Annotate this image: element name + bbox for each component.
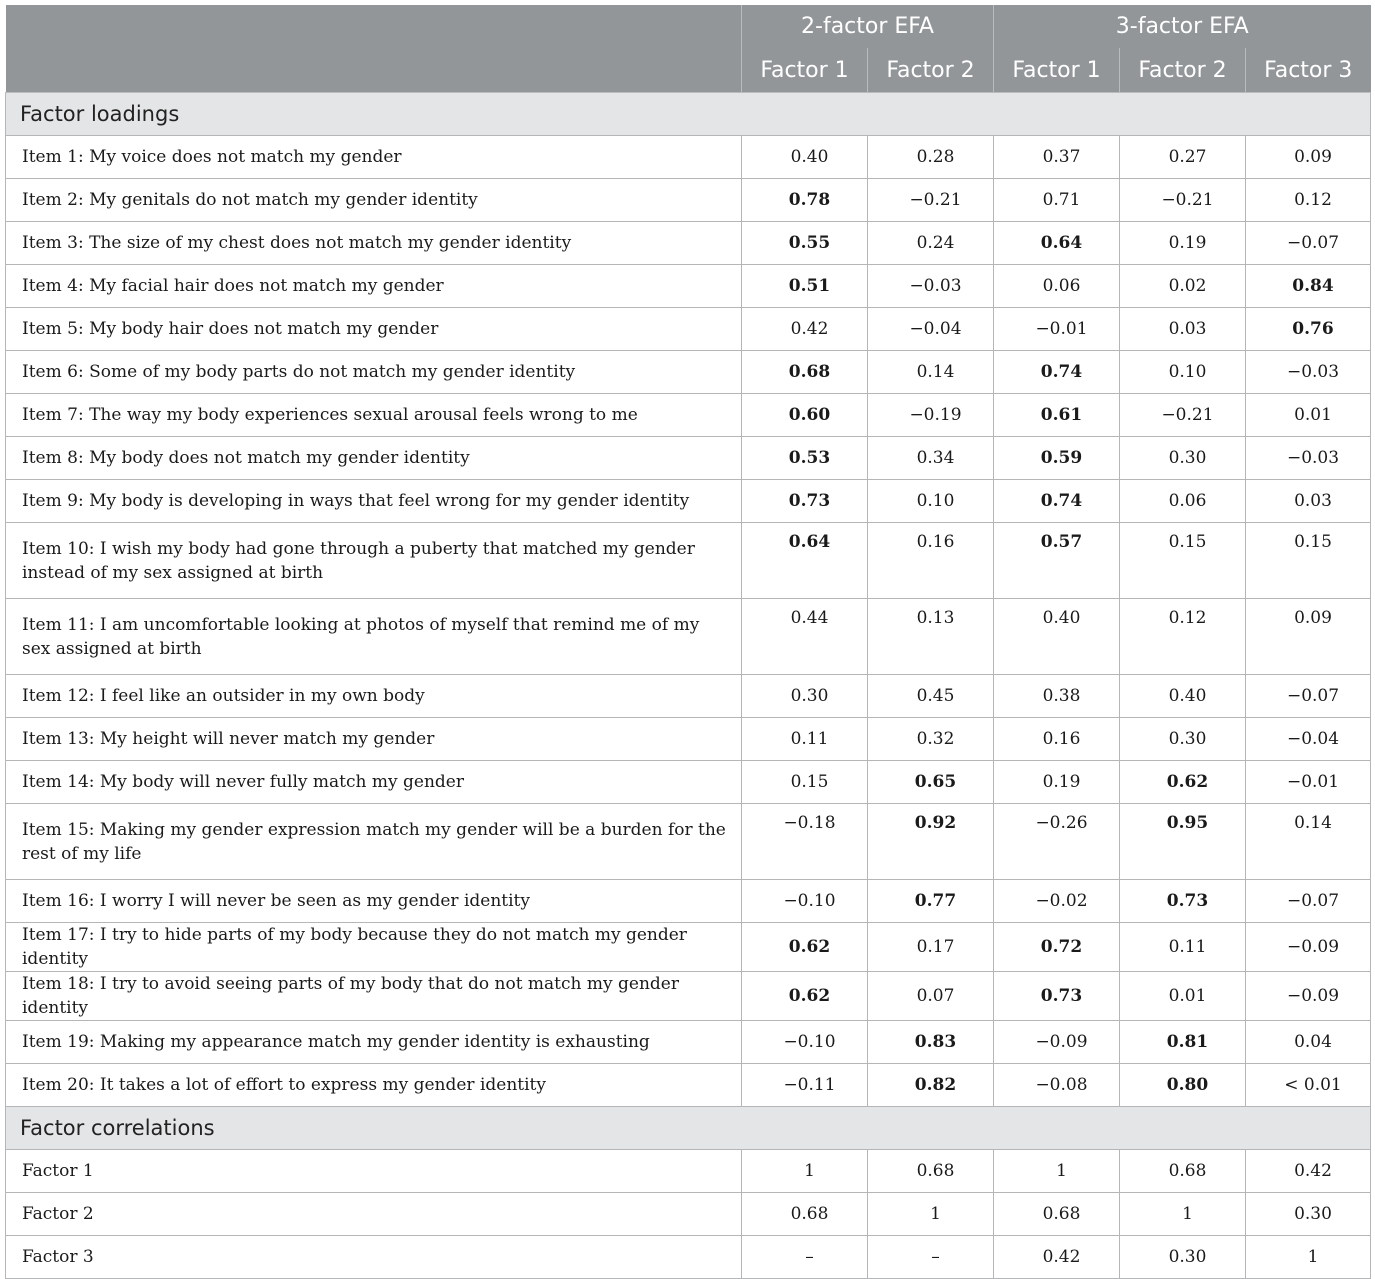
row-label: Item 15: Making my gender expression match my gender will be a burden for the rest of my life [6, 804, 742, 880]
section-title-loadings: Factor loadings [6, 93, 1371, 136]
header-col-2f-factor-1: Factor 1 [742, 48, 868, 93]
efa-table [5, 5, 1371, 1279]
cell-value: 0.72 [994, 923, 1120, 972]
cell-value: 0.03 [1120, 308, 1246, 351]
section-row-correlations [6, 1107, 1371, 1150]
cell-value: −0.03 [1246, 351, 1371, 394]
cell-value: 0.74 [994, 351, 1120, 394]
loading-row-item-1 [6, 136, 1371, 179]
row-label: Item 8: My body does not match my gender identity [6, 437, 742, 480]
cell-value: 0.12 [1120, 599, 1246, 675]
cell-value: 0.14 [868, 351, 994, 394]
row-label: Item 12: I feel like an outsider in my own body [6, 675, 742, 718]
row-label: Item 14: My body will never fully match my gender [6, 761, 742, 804]
cell-value: −0.10 [742, 1021, 868, 1064]
cell-value: 0.80 [1120, 1064, 1246, 1107]
row-label: Item 1: My voice does not match my gender [6, 136, 742, 179]
cell-value: 0.30 [1246, 1193, 1371, 1236]
cell-value: 0.55 [742, 222, 868, 265]
row-label: Item 4: My facial hair does not match my gender [6, 265, 742, 308]
cell-value: −0.07 [1246, 222, 1371, 265]
row-label: Item 10: I wish my body had gone through a puberty that matched my gender instead of my sex assigned at birth [6, 523, 742, 599]
cell-value: 0.78 [742, 179, 868, 222]
cell-value: 0.30 [1120, 437, 1246, 480]
cell-value: 0.13 [868, 599, 994, 675]
cell-value: 0.44 [742, 599, 868, 675]
cell-value: 0.73 [994, 972, 1120, 1021]
cell-value: −0.26 [994, 804, 1120, 880]
section-row-loadings [6, 93, 1371, 136]
cell-value: 0.24 [868, 222, 994, 265]
cell-value: 0.68 [742, 1193, 868, 1236]
cell-value: 0.02 [1120, 265, 1246, 308]
cell-value: 1 [1246, 1236, 1371, 1279]
cell-value: 0.45 [868, 675, 994, 718]
row-label: Item 16: I worry I will never be seen as my gender identity [6, 880, 742, 923]
correlation-row-factor-2 [6, 1193, 1371, 1236]
cell-value: 0.71 [994, 179, 1120, 222]
cell-value: −0.19 [868, 394, 994, 437]
row-label: Item 9: My body is developing in ways that feel wrong for my gender identity [6, 480, 742, 523]
row-label: Item 2: My genitals do not match my gender identity [6, 179, 742, 222]
cell-value: 0.28 [868, 136, 994, 179]
cell-value: 0.62 [1120, 761, 1246, 804]
row-label: Factor 1 [6, 1150, 742, 1193]
cell-value: −0.03 [1246, 437, 1371, 480]
cell-value: 1 [1120, 1193, 1246, 1236]
cell-value: 0.10 [1120, 351, 1246, 394]
cell-value: 0.01 [1246, 394, 1371, 437]
cell-value: −0.21 [1120, 394, 1246, 437]
cell-value: 0.62 [742, 972, 868, 1021]
cell-value: −0.10 [742, 880, 868, 923]
cell-value: 1 [868, 1193, 994, 1236]
cell-value: −0.03 [868, 265, 994, 308]
cell-value: 0.15 [1246, 523, 1371, 599]
cell-value: 0.16 [994, 718, 1120, 761]
header-col-2f-factor-2: Factor 2 [868, 48, 994, 93]
cell-value: −0.08 [994, 1064, 1120, 1107]
cell-value: −0.07 [1246, 880, 1371, 923]
cell-value: 0.38 [994, 675, 1120, 718]
cell-value: 0.68 [742, 351, 868, 394]
header-col-3f-factor-1: Factor 1 [994, 48, 1120, 93]
cell-value: −0.07 [1246, 675, 1371, 718]
cell-value: −0.04 [868, 308, 994, 351]
cell-value: 0.74 [994, 480, 1120, 523]
loading-row-item-17 [6, 923, 1371, 972]
cell-value: 0.65 [868, 761, 994, 804]
cell-value: 0.06 [1120, 480, 1246, 523]
cell-value: 0.62 [742, 923, 868, 972]
cell-value: 0.27 [1120, 136, 1246, 179]
cell-value: 0.06 [994, 265, 1120, 308]
cell-value: 0.30 [1120, 718, 1246, 761]
cell-value: 0.34 [868, 437, 994, 480]
row-label: Item 5: My body hair does not match my gender [6, 308, 742, 351]
row-label: Item 7: The way my body experiences sexual arousal feels wrong to me [6, 394, 742, 437]
row-label: Item 17: I try to hide parts of my body because they do not match my gender identity [6, 923, 742, 972]
cell-value: 0.92 [868, 804, 994, 880]
cell-value: −0.01 [1246, 761, 1371, 804]
cell-value: 0.14 [1246, 804, 1371, 880]
loading-row-item-19 [6, 1021, 1371, 1064]
cell-value: 0.42 [994, 1236, 1120, 1279]
loading-row-item-9 [6, 480, 1371, 523]
loading-row-item-15 [6, 804, 1371, 880]
cell-value: −0.09 [994, 1021, 1120, 1064]
cell-value: 1 [742, 1150, 868, 1193]
cell-value: 0.61 [994, 394, 1120, 437]
cell-value: 0.64 [994, 222, 1120, 265]
row-label: Item 6: Some of my body parts do not match my gender identity [6, 351, 742, 394]
cell-value: −0.01 [994, 308, 1120, 351]
cell-value: 0.40 [994, 599, 1120, 675]
loading-row-item-13 [6, 718, 1371, 761]
cell-value: 0.11 [742, 718, 868, 761]
loading-row-item-6 [6, 351, 1371, 394]
header-blank-2 [6, 48, 742, 93]
row-label: Item 3: The size of my chest does not match my gender identity [6, 222, 742, 265]
cell-value: 0.16 [868, 523, 994, 599]
cell-value: 0.64 [742, 523, 868, 599]
row-label: Item 20: It takes a lot of effort to express my gender identity [6, 1064, 742, 1107]
cell-value: −0.21 [868, 179, 994, 222]
cell-value: 0.01 [1120, 972, 1246, 1021]
cell-value: 0.51 [742, 265, 868, 308]
loading-row-item-18 [6, 972, 1371, 1021]
cell-value: 0.60 [742, 394, 868, 437]
loading-row-item-5 [6, 308, 1371, 351]
cell-value: 0.95 [1120, 804, 1246, 880]
loading-row-item-8 [6, 437, 1371, 480]
cell-value: 0.19 [994, 761, 1120, 804]
cell-value: – [742, 1236, 868, 1279]
cell-value: 0.82 [868, 1064, 994, 1107]
cell-value: −0.09 [1246, 923, 1371, 972]
row-label: Item 13: My height will never match my gender [6, 718, 742, 761]
cell-value: 0.17 [868, 923, 994, 972]
cell-value: < 0.01 [1246, 1064, 1371, 1107]
cell-value: – [868, 1236, 994, 1279]
row-label: Item 11: I am uncomfortable looking at photos of myself that remind me of my sex assigned at birth [6, 599, 742, 675]
header-blank [6, 5, 742, 48]
loading-row-item-7 [6, 394, 1371, 437]
loading-row-item-14 [6, 761, 1371, 804]
cell-value: 0.59 [994, 437, 1120, 480]
cell-value: 1 [994, 1150, 1120, 1193]
loading-row-item-20 [6, 1064, 1371, 1107]
cell-value: −0.18 [742, 804, 868, 880]
loading-row-item-12 [6, 675, 1371, 718]
loading-row-item-16 [6, 880, 1371, 923]
cell-value: 0.73 [742, 480, 868, 523]
cell-value: 0.32 [868, 718, 994, 761]
cell-value: 0.37 [994, 136, 1120, 179]
section-title-correlations: Factor correlations [6, 1107, 1371, 1150]
correlation-row-factor-1 [6, 1150, 1371, 1193]
cell-value: 0.10 [868, 480, 994, 523]
cell-value: 0.81 [1120, 1021, 1246, 1064]
table-body [6, 93, 1371, 1279]
cell-value: −0.09 [1246, 972, 1371, 1021]
cell-value: 0.30 [1120, 1236, 1246, 1279]
cell-value: 0.07 [868, 972, 994, 1021]
cell-value: 0.40 [1120, 675, 1246, 718]
row-label: Item 19: Making my appearance match my gender identity is exhausting [6, 1021, 742, 1064]
row-label: Factor 2 [6, 1193, 742, 1236]
cell-value: 0.12 [1246, 179, 1371, 222]
cell-value: 0.57 [994, 523, 1120, 599]
header-group-2-factor: 2-factor EFA [742, 5, 994, 48]
cell-value: 0.77 [868, 880, 994, 923]
loading-row-item-3 [6, 222, 1371, 265]
cell-value: −0.04 [1246, 718, 1371, 761]
cell-value: 0.83 [868, 1021, 994, 1064]
correlation-row-factor-3 [6, 1236, 1371, 1279]
cell-value: 0.42 [742, 308, 868, 351]
row-label: Item 18: I try to avoid seeing parts of my body that do not match my gender identity [6, 972, 742, 1021]
loading-row-item-2 [6, 179, 1371, 222]
cell-value: 0.76 [1246, 308, 1371, 351]
header-group-3-factor: 3-factor EFA [994, 5, 1371, 48]
cell-value: 0.42 [1246, 1150, 1371, 1193]
cell-value: 0.04 [1246, 1021, 1371, 1064]
loading-row-item-10 [6, 523, 1371, 599]
cell-value: 0.15 [1120, 523, 1246, 599]
cell-value: −0.21 [1120, 179, 1246, 222]
loading-row-item-11 [6, 599, 1371, 675]
cell-value: 0.84 [1246, 265, 1371, 308]
cell-value: 0.09 [1246, 599, 1371, 675]
cell-value: 0.40 [742, 136, 868, 179]
row-label: Factor 3 [6, 1236, 742, 1279]
cell-value: 0.11 [1120, 923, 1246, 972]
cell-value: 0.68 [868, 1150, 994, 1193]
cell-value: −0.11 [742, 1064, 868, 1107]
cell-value: 0.68 [994, 1193, 1120, 1236]
cell-value: 0.19 [1120, 222, 1246, 265]
cell-value: 0.73 [1120, 880, 1246, 923]
header-col-3f-factor-2: Factor 2 [1120, 48, 1246, 93]
cell-value: −0.02 [994, 880, 1120, 923]
cell-value: 0.03 [1246, 480, 1371, 523]
table-header [6, 5, 1371, 93]
loading-row-item-4 [6, 265, 1371, 308]
cell-value: 0.53 [742, 437, 868, 480]
cell-value: 0.15 [742, 761, 868, 804]
header-col-3f-factor-3: Factor 3 [1246, 48, 1371, 93]
cell-value: 0.30 [742, 675, 868, 718]
cell-value: 0.68 [1120, 1150, 1246, 1193]
cell-value: 0.09 [1246, 136, 1371, 179]
